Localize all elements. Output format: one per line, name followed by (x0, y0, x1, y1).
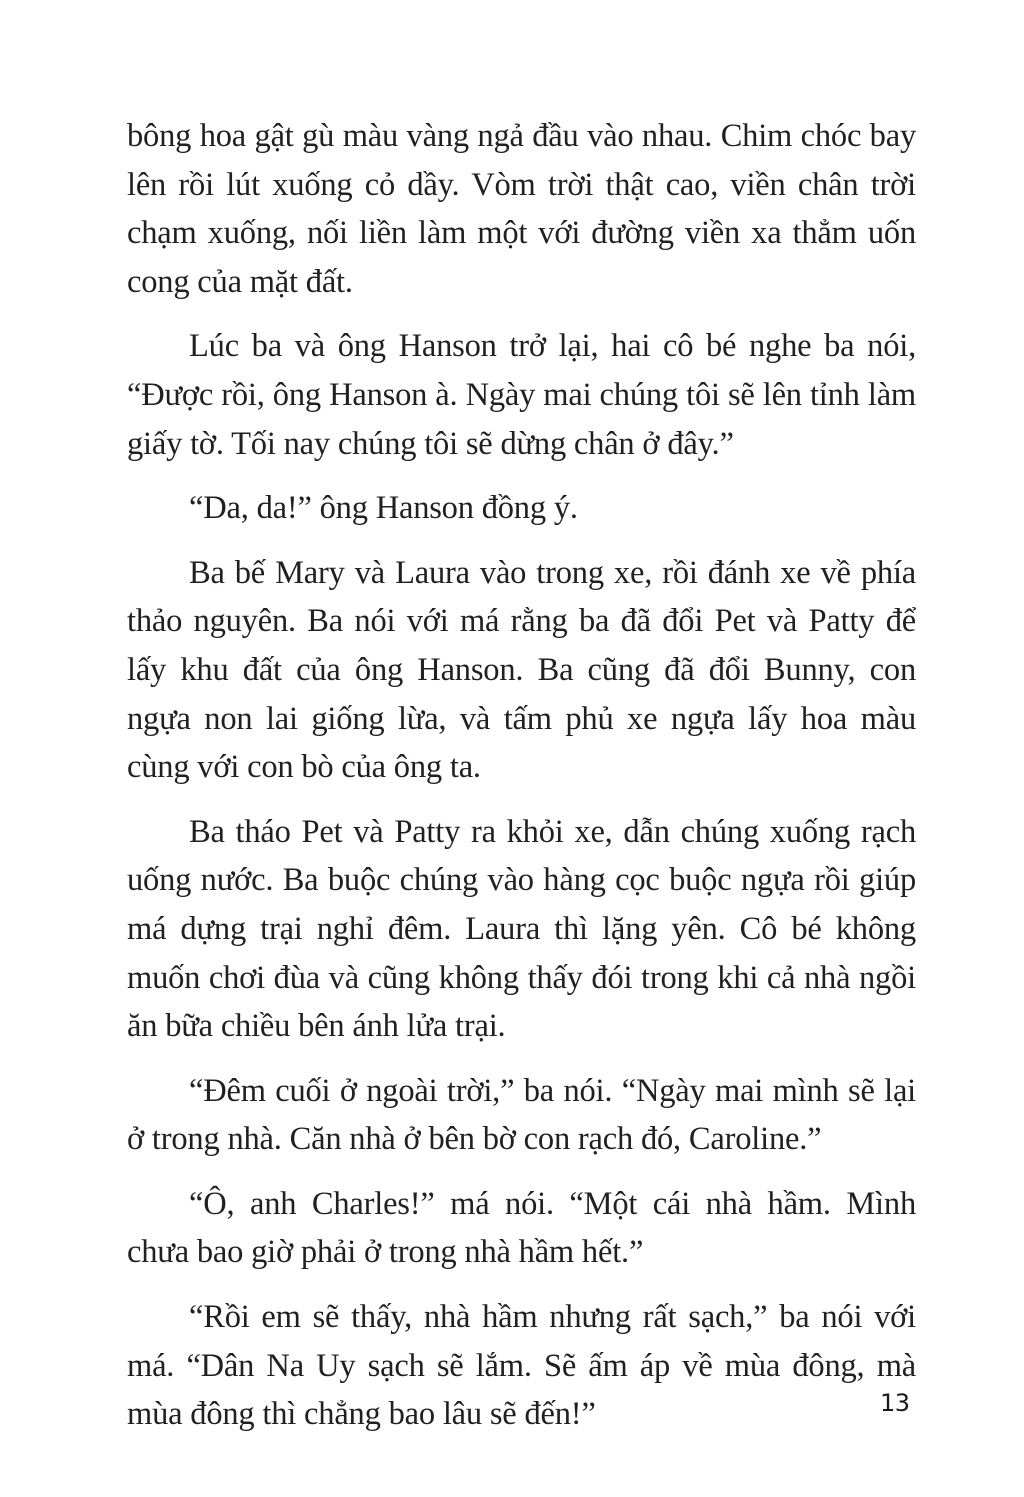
paragraph-1: bông hoa gật gù màu vàng ngả đầu vào nhau. Chim chóc bay lên rồi lút xuống cỏ dầy. Vòm trời thật cao, viền chân trời chạm xuống, nối liền làm một với đường viền xa thẳm uốn cong của mặt đất. (127, 118, 916, 300)
paragraph-8: “Rồi em sẽ thấy, nhà hầm nhưng rất sạch,” ba nói với má. “Dân Na Uy sạch sẽ lắm. Sẽ ấm áp về mùa đông, mà mùa đông thì chẳng bao lâu sẽ đến!” (127, 1299, 916, 1433)
paragraph-6: “Đêm cuối ở ngoài trời,” ba nói. “Ngày mai mình sẽ lại ở trong nhà. Căn nhà ở bên bờ con rạch đó, Caroline.” (127, 1072, 916, 1158)
paragraph-4: Ba bế Mary và Laura vào trong xe, rồi đánh xe về phía thảo nguyên. Ba nói với má rằng ba đã đổi Pet và Patty để lấy khu đất của ông Hanson. Ba cũng đã đổi Bunny, con ngựa non lai giống lừa, và tấm phủ xe ngựa lấy hoa màu cùng với con bò của ông ta. (127, 554, 916, 786)
page-number: 13 (880, 1389, 910, 1417)
paragraph-7: “Ô, anh Charles!” má nói. “Một cái nhà hầm. Mình chưa bao giờ phải ở trong nhà hầm hết.” (127, 1185, 916, 1271)
paragraph-3: “Da, da!” ông Hanson đồng ý. (189, 490, 578, 527)
page-body (127, 112, 916, 1455)
paragraph-5: Ba tháo Pet và Patty ra khỏi xe, dẫn chúng xuống rạch uống nước. Ba buộc chúng vào hàng cọc buộc ngựa rồi giúp má dựng trại nghỉ đêm. Laura thì lặng yên. Cô bé không muốn chơi đùa và cũng không thấy đói trong khi cả nhà ngồi ăn bữa chiều bên ánh lửa trại. (127, 813, 916, 1045)
paragraph-2: Lúc ba và ông Hanson trở lại, hai cô bé nghe ba nói, “Được rồi, ông Hanson à. Ngày mai chúng tôi sẽ lên tỉnh làm giấy tờ. Tối nay chúng tôi sẽ dừng chân ở đây.” (127, 328, 916, 462)
